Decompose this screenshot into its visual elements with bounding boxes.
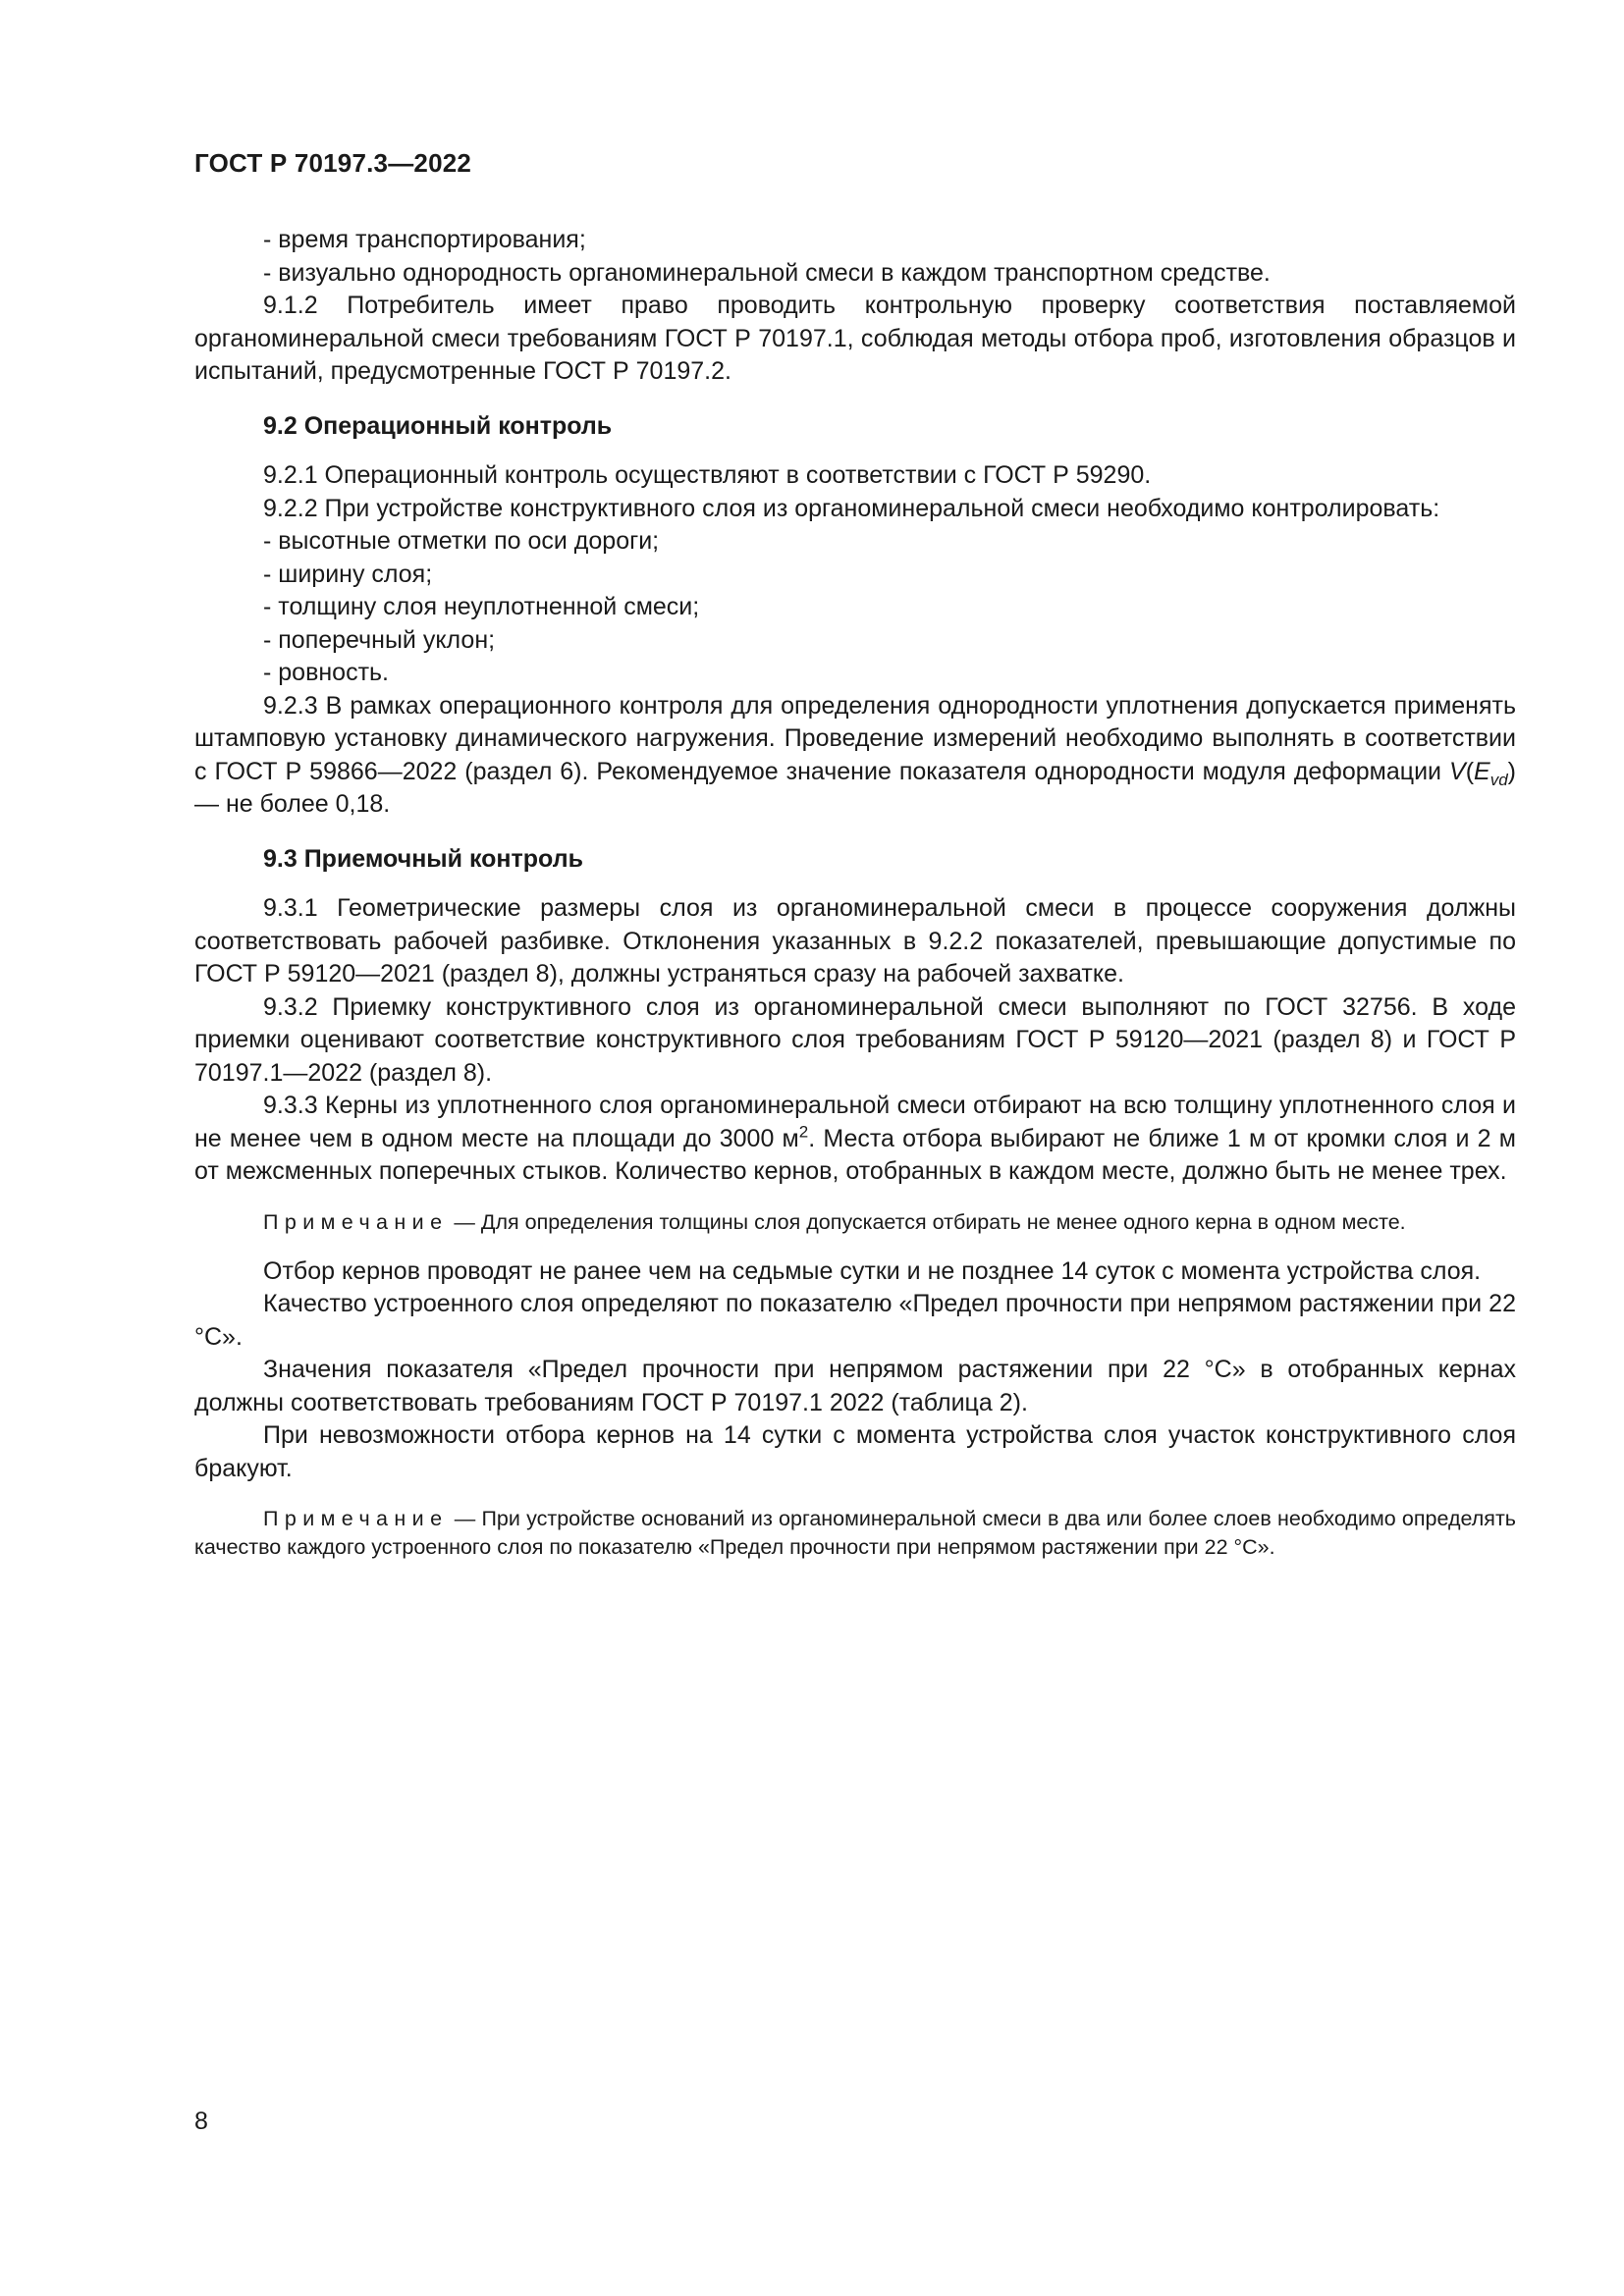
document-body (194, 224, 1516, 1580)
paragraph-text: ) — не более 0,18. (194, 757, 1516, 818)
paragraph-text: 9.3.3 Керны из уплотненного слоя органоминеральной смеси отбирают на всю толщину уплотненного слоя и не менее чем в одном месте на площади до 3000 м (194, 1092, 1516, 1152)
list-item: - поперечный уклон; (263, 625, 496, 654)
formula-paren: ( (1465, 757, 1475, 785)
paragraph-9-2-1: 9.2.1 Операционный контроль осуществляют в соответствии с ГОСТ Р 59290. (263, 461, 1152, 489)
note-label: Примечание (263, 1507, 449, 1530)
note-2 (194, 1505, 1516, 1562)
note-text: — Для определения толщины слоя допускается отбирать не менее одного керна в одном месте. (448, 1209, 1406, 1234)
list-item: - ширину слоя; (263, 560, 433, 588)
paragraph-9-3-3 (194, 1090, 1516, 1189)
section-heading-9-2: 9.2 Операционный контроль (263, 411, 613, 440)
paragraph-cores-time: Отбор кернов проводят не ранее чем на седьмые сутки и не позднее 14 суток с момента устройства слоя. (263, 1256, 1482, 1285)
paragraph-reject: При невозможности отбора кернов на 14 сутки с момента устройства слоя участок конструктивного слоя бракуют. (194, 1421, 1516, 1482)
paragraph-9-1-2: 9.1.2 Потребитель имеет право проводить контрольную проверку соответствия поставляемой органоминеральной смеси требованиям ГОСТ Р 70197.1, соблюдая методы отбора проб, изготовления образцов и испытаний, предусмотренные ГОСТ Р 70197.2. (194, 292, 1516, 385)
paragraph-text: . Места отбора выбирают не ближе 1 м от кромки слоя и 2 м от межсменных поперечных стыков. Количество кернов, отобранных в каждом месте, должно быть не менее трех. (194, 1124, 1516, 1185)
paragraph-9-3-1: 9.3.1 Геометрические размеры слоя из органоминеральной смеси в процессе сооружения должны соответствовать рабочей разбивке. Отклонения указанных в 9.2.2 показателей, превышающие допустимые по ГОСТ Р 59120—2021 (раздел 8), должны устраняться сразу на рабочей захватке. (194, 894, 1516, 988)
section-heading-9-3: 9.3 Приемочный контроль (263, 844, 583, 873)
formula-e: E (1474, 757, 1490, 785)
list-item: - время транспортирования; (263, 226, 586, 253)
paragraph-text: 9.2.3 В рамках операционного контроля для определения однородности уплотнения допускается применять штамповую установку динамического нагружения. Проведение измерений необходимо выполнять в соответствии с ГОСТ Р 59866—2022 (раздел 6). Рекомендуемое значение показателя однородности модуля деформации (194, 691, 1516, 785)
list-item: - визуально однородность органоминеральной смеси в каждом транспортном средстве. (263, 258, 1271, 287)
formula-subscript: vd (1489, 770, 1508, 789)
paragraph-9-3-2: 9.3.2 Приемку конструктивного слоя из органоминеральной смеси выполняют по ГОСТ 32756. В ходе приемки оценивают соответствие конструктивного слоя требованиям ГОСТ Р 59120—2021 (раздел 8) и ГОСТ Р 70197.1—2022 (раздел 8). (194, 992, 1516, 1087)
note-1 (194, 1208, 1516, 1237)
paragraph-quality: Качество устроенного слоя определяют по показателю «Предел прочности при непрямом растяжении при 22 °С». (194, 1290, 1516, 1351)
note-label: Примечание (263, 1209, 449, 1234)
note-text: — При устройстве оснований из органоминеральной смеси в два или более слоев необходимо определять качество каждого устроенного слоя по показателю «Предел прочности при непрямом растяжении при 22 °С». (194, 1507, 1516, 1559)
superscript: 2 (798, 1122, 809, 1142)
list-item: - ровность. (263, 659, 389, 686)
formula-v: V (1449, 757, 1466, 785)
paragraph-9-2-2: 9.2.2 При устройстве конструктивного слоя из органоминеральной смеси необходимо контролировать: (263, 494, 1440, 522)
paragraph-9-2-3 (194, 690, 1516, 822)
list-item: - высотные отметки по оси дороги; (263, 527, 660, 555)
page-number: 8 (194, 2108, 208, 2135)
list-item: - толщину слоя неуплотненной смеси; (263, 593, 700, 620)
paragraph-values: Значения показателя «Предел прочности при непрямом растяжении при 22 °С» в отобранных кернах должны соответствовать требованиям ГОСТ Р 70197.1 2022 (таблица 2). (194, 1356, 1516, 1416)
document-header: ГОСТ Р 70197.3—2022 (194, 148, 472, 178)
